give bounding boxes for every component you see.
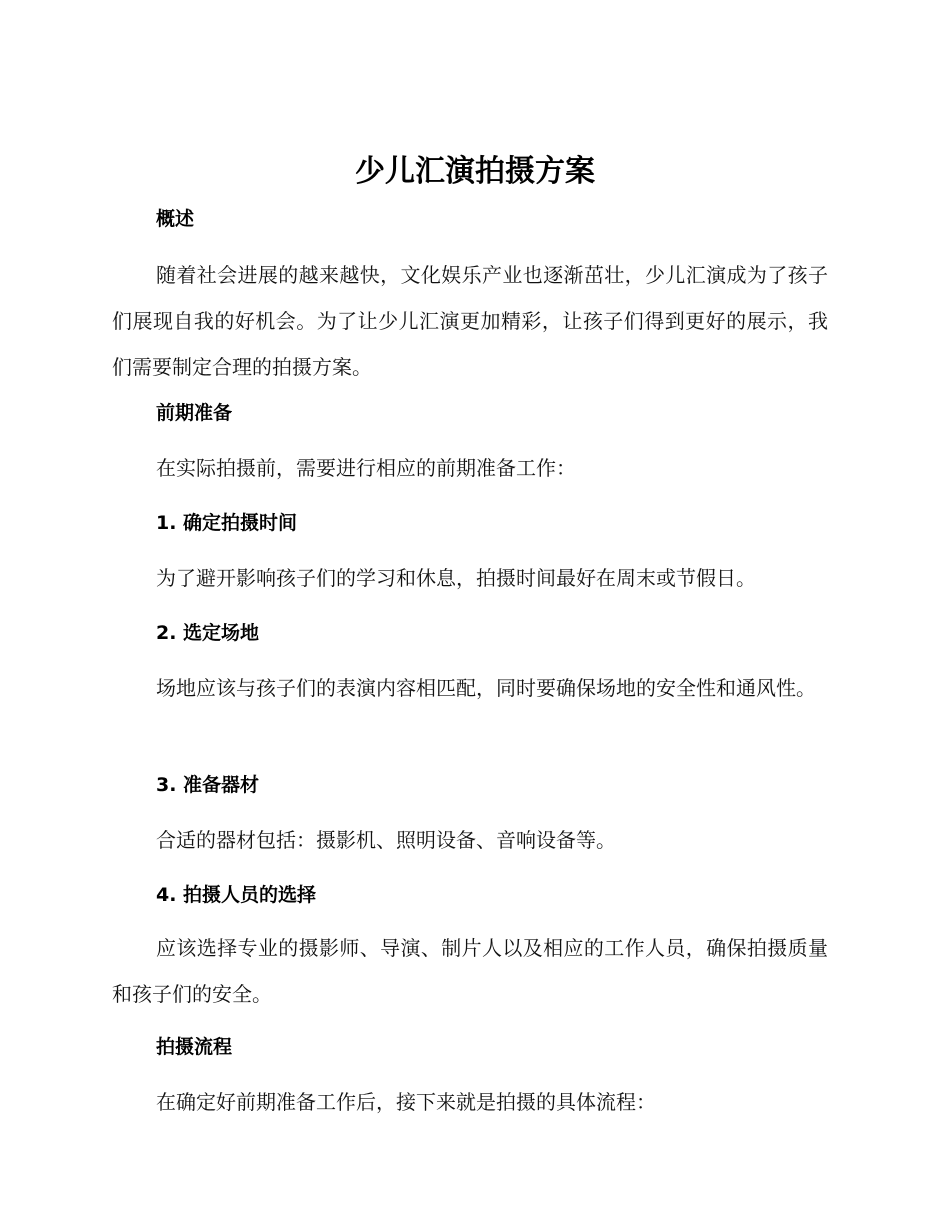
subheading-venue: 2. 选定场地	[156, 622, 260, 644]
paragraph-process: 在确定好前期准备工作后，接下来就是拍摄的具体流程：	[156, 1090, 656, 1114]
paragraph-preparation: 在实际拍摄前，需要进行相应的前期准备工作：	[156, 456, 576, 480]
paragraph-venue: 场地应该与孩子们的表演内容相匹配，同时要确保场地的安全性和通风性。	[156, 676, 816, 700]
paragraph-crew: 应该选择专业的摄影师、导演、制片人以及相应的工作人员，确保拍摄质量和孩子们的安全。	[112, 936, 828, 1006]
section-heading-preparation: 前期准备	[156, 402, 233, 424]
section-heading-process: 拍摄流程	[156, 1036, 233, 1058]
subheading-shooting-time: 1. 确定拍摄时间	[156, 512, 298, 534]
paragraph-equipment: 合适的器材包括：摄影机、照明设备、音响设备等。	[156, 828, 616, 852]
subheading-equipment: 3. 准备器材	[156, 774, 260, 796]
document-title: 少儿汇演拍摄方案	[355, 154, 595, 189]
subheading-crew: 4. 拍摄人员的选择	[156, 884, 317, 906]
section-heading-overview: 概述	[156, 208, 195, 230]
paragraph-overview: 随着社会进展的越来越快，文化娱乐产业也逐渐茁壮，少儿汇演成为了孩子们展现自我的好机会。为了让少儿汇演更加精彩，让孩子们得到更好的展示，我们需要制定合理的拍摄方案。	[112, 263, 828, 379]
paragraph-shooting-time: 为了避开影响孩子们的学习和休息，拍摄时间最好在周末或节假日。	[156, 566, 756, 590]
